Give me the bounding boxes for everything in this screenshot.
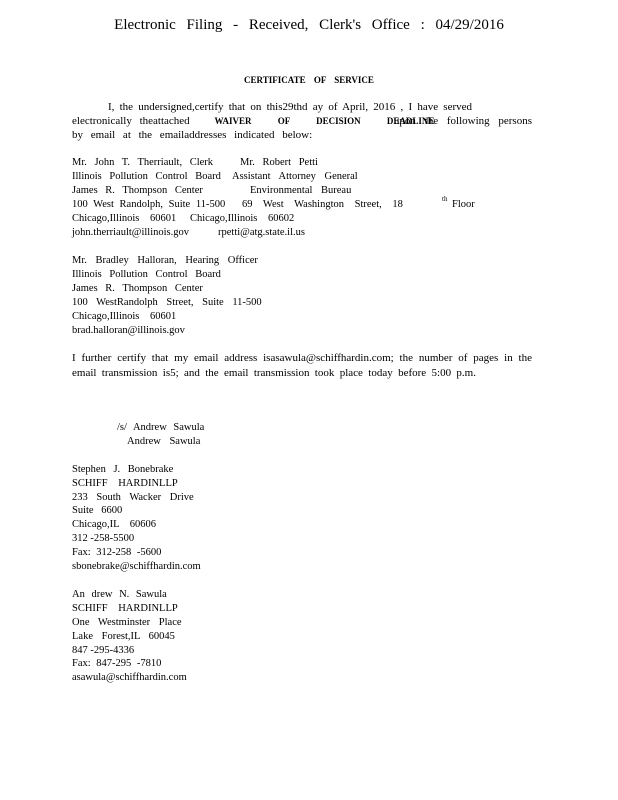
floor-label: Floor [452,199,475,210]
recipient-building: James R. Thompson Center [72,185,203,196]
recipient-name: Mr. Bradley Halloran, Hearing Officer [72,255,258,266]
contact-phone: 847 -295-4336 [72,645,135,656]
recipient-city: Chicago,Illinois 60601 [72,213,177,224]
recipient-address: 69 West Washington Street, 18 [242,199,403,210]
recipient-org: Illinois Pollution Control Board [72,171,221,182]
intro-line-2-prefix: electronically theattached [72,115,190,127]
contact-city: Chicago,IL 60606 [72,519,157,530]
certificate-title: CERTIFICATE OF SERVICE [244,75,374,85]
floor-superscript: th [442,195,448,203]
recipient-building: James R. Thompson Center [72,283,203,294]
recipient-email[interactable]: brad.halloran@illinois.gov [72,325,185,336]
recipient-city: Chicago,Illinois 60602 [190,213,295,224]
contact-firm: SCHIFF HARDINLLP [72,603,178,614]
contact-city: Lake Forest,IL 60045 [72,631,175,642]
recipient-name: Mr. Robert Petti [240,157,318,168]
contact-phone: 312 -258-5500 [72,533,135,544]
recipient-email[interactable]: rpetti@atg.state.il.us [218,227,305,238]
intro-line-2-suffix: upon the following persons [393,115,532,127]
recipient-email[interactable]: john.therriault@illinois.gov [72,227,189,238]
contact-fax: Fax: 847-295 -7810 [72,658,162,669]
contact-name: Stephen J. Bonebrake [72,464,174,475]
intro-line-1: I, the undersigned,certify that on this29thd ay of April, 2016 , I have served [108,101,472,113]
recipient-address: 100 West Randolph, Suite 11-500 [72,199,226,210]
further-line-1: I further certify that my email address isasawula@schiffhardin.com; the number of pages in the [72,352,532,364]
recipient-org: Illinois Pollution Control Board [72,269,221,280]
contact-email[interactable]: sbonebrake@schiffhardin.com [72,561,201,572]
contact-name: An drew N. Sawula [72,589,167,600]
filing-header: Electronic Filing - Received, Clerk's Office : 04/29/2016 [114,17,504,33]
contact-suite: Suite 6600 [72,505,123,516]
contact-firm: SCHIFF HARDINLLP [72,478,178,489]
document-name: WAIVER OF DECISION DEADLINE [214,116,435,126]
signature-name: Andrew Sawula [127,436,201,447]
contact-email[interactable]: asawula@schiffhardin.com [72,672,187,683]
signature-line: /s/ Andrew Sawula [117,422,205,433]
recipient-name: Mr. John T. Therriault, Clerk [72,157,214,168]
intro-line-3: by email at the emailaddresses indicated below: [72,129,313,141]
further-line-2: email transmission is5; and the email transmission took place today before 5:00 p.m. [72,367,476,379]
contact-street: One Westminster Place [72,617,182,628]
contact-fax: Fax: 312-258 -5600 [72,547,162,558]
contact-street: 233 South Wacker Drive [72,492,194,503]
recipient-org: Environmental Bureau [250,185,352,196]
recipient-address: 100 WestRandolph Street, Suite 11-500 [72,297,262,308]
recipient-city: Chicago,Illinois 60601 [72,311,177,322]
intro-line-2 [72,114,532,128]
recipient-title: Assistant Attorney General [232,171,358,182]
